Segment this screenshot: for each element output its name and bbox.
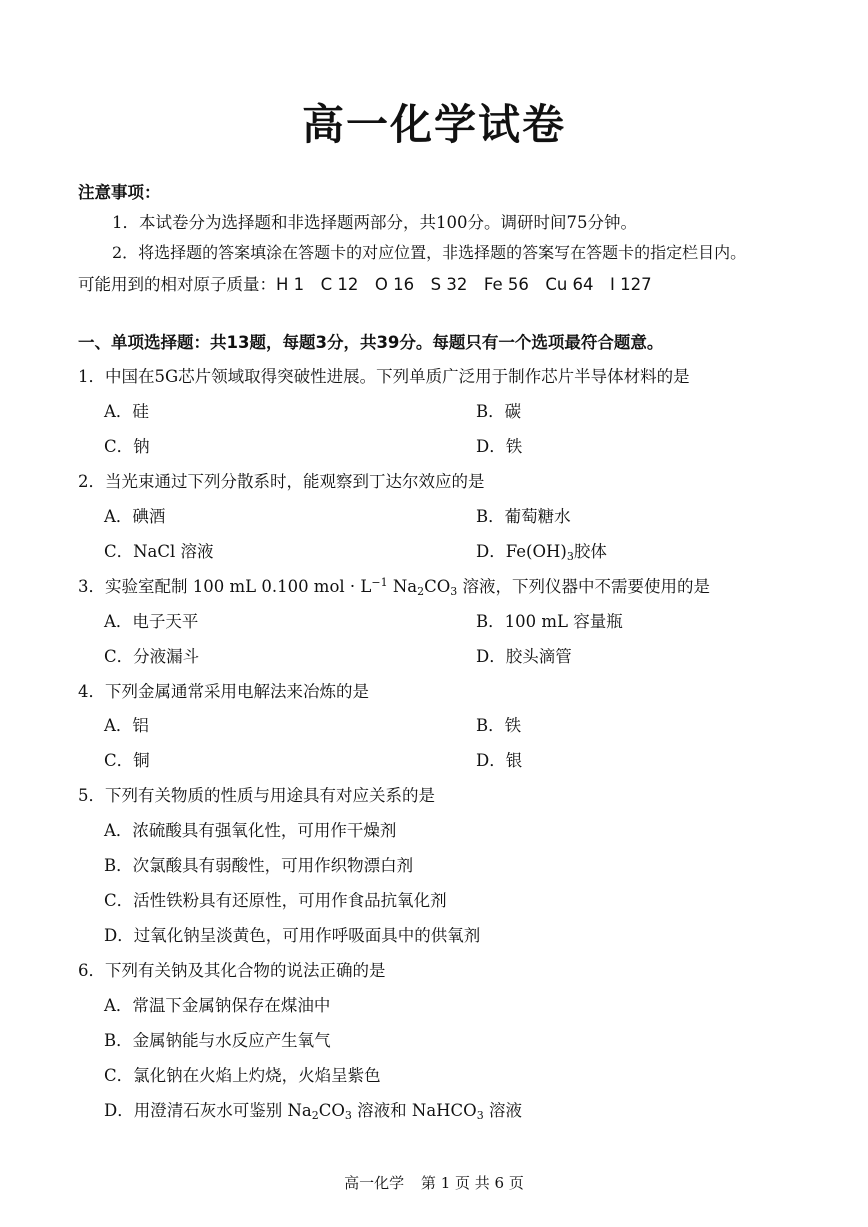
q2-d-sub: 3 — [566, 550, 574, 563]
q5-option-c: C．活性铁粉具有还原性，可用作食品抗氧化剂 — [104, 891, 447, 910]
atomic-masses: 可能用到的相对原子质量：H 1 C 12 O 16 S 32 Fe 56 Cu 64 I 127 — [78, 275, 652, 294]
q6-d-sub-2: 3 — [344, 1109, 352, 1122]
q5-option-b: B．次氯酸具有弱酸性，可用作织物漂白剂 — [104, 856, 414, 875]
q2-option-b: B．葡萄糖水 — [476, 507, 571, 526]
q3-stem-part-2: Na — [387, 577, 418, 596]
q6-option-b: B．金属钠能与水反应产生氧气 — [104, 1031, 331, 1050]
q6-d-part-3: 溶液和 NaHCO — [351, 1101, 477, 1120]
q1-option-a: A．硅 — [104, 402, 149, 421]
q2-d-prefix: D．Fe(OH) — [476, 542, 567, 561]
footer-subject: 高一化学 — [344, 1174, 405, 1192]
q3-stem-part-3: CO — [424, 577, 451, 596]
q6-option-d — [104, 1100, 522, 1122]
q6-d-part-1: D．用澄清石灰水可鉴别 Na — [104, 1101, 312, 1120]
question-2-stem: 2．当光束通过下列分散系时，能观察到丁达尔效应的是 — [78, 472, 485, 491]
q4-option-b: B．铁 — [476, 716, 522, 735]
q2-d-suffix: 胶体 — [573, 542, 607, 561]
q2-option-a: A．碘酒 — [104, 507, 166, 526]
q6-d-sub-3: 3 — [476, 1109, 484, 1122]
q5-option-a: A．浓硫酸具有强氧化性，可用作干燥剂 — [104, 821, 397, 840]
q4-option-a: A．铝 — [104, 716, 149, 735]
q4-option-c: C．铜 — [104, 751, 150, 770]
q6-option-a: A．常温下金属钠保存在煤油中 — [104, 996, 331, 1015]
section-heading: 一、单项选择题：共13题，每题3分，共39分。每题只有一个选项最符合题意。 — [78, 333, 664, 352]
q1-option-b: B．碳 — [476, 402, 522, 421]
note-item-1: 1．本试卷分为选择题和非选择题两部分，共100分。调研时间75分钟。 — [112, 213, 637, 232]
q2-option-d — [476, 541, 607, 563]
page-footer — [0, 1172, 868, 1193]
question-6-stem: 6．下列有关钠及其化合物的说法正确的是 — [78, 961, 386, 980]
q3-stem-sup: −1 — [371, 576, 388, 589]
q3-option-a: A．电子天平 — [104, 612, 199, 631]
question-5-stem: 5．下列有关物质的性质与用途具有对应关系的是 — [78, 786, 435, 805]
q6-d-part-2: CO — [318, 1101, 345, 1120]
q3-stem-part-1: 3．实验室配制 100 mL 0.100 mol · L — [78, 577, 372, 596]
question-4-stem: 4．下列金属通常采用电解法来冶炼的是 — [78, 682, 369, 701]
q3-option-b: B．100 mL 容量瓶 — [476, 612, 623, 631]
q3-option-c: C．分液漏斗 — [104, 647, 200, 666]
question-3-stem — [78, 576, 710, 598]
q3-stem-part-4: 溶液，下列仪器中不需要使用的是 — [457, 577, 711, 596]
q1-option-d: D．铁 — [476, 437, 523, 456]
q4-option-d: D．银 — [476, 751, 523, 770]
q3-stem-sub-2: 3 — [450, 585, 458, 598]
q3-option-d: D．胶头滴管 — [476, 647, 572, 666]
page-title: 高一化学试卷 — [301, 100, 566, 149]
note-item-2: 2．将选择题的答案填涂在答题卡的对应位置，非选择题的答案写在答题卡的指定栏目内。 — [112, 243, 747, 262]
q6-d-sub-1: 2 — [311, 1109, 319, 1122]
footer-page-number: 第 1 页 共 6 页 — [420, 1174, 524, 1192]
q1-option-c: C．钠 — [104, 437, 150, 456]
notes-heading: 注意事项： — [78, 183, 161, 202]
q6-d-part-4: 溶液 — [483, 1101, 522, 1120]
q3-stem-sub-1: 2 — [417, 585, 425, 598]
question-1-stem: 1．中国在5G芯片领域取得突破性进展。下列单质广泛用于制作芯片半导体材料的是 — [78, 367, 690, 386]
q6-option-c: C．氯化钠在火焰上灼烧，火焰呈紫色 — [104, 1066, 381, 1085]
q5-option-d: D．过氧化钠呈淡黄色，可用作呼吸面具中的供氧剂 — [104, 926, 481, 945]
q2-option-c: C．NaCl 溶液 — [104, 542, 214, 561]
